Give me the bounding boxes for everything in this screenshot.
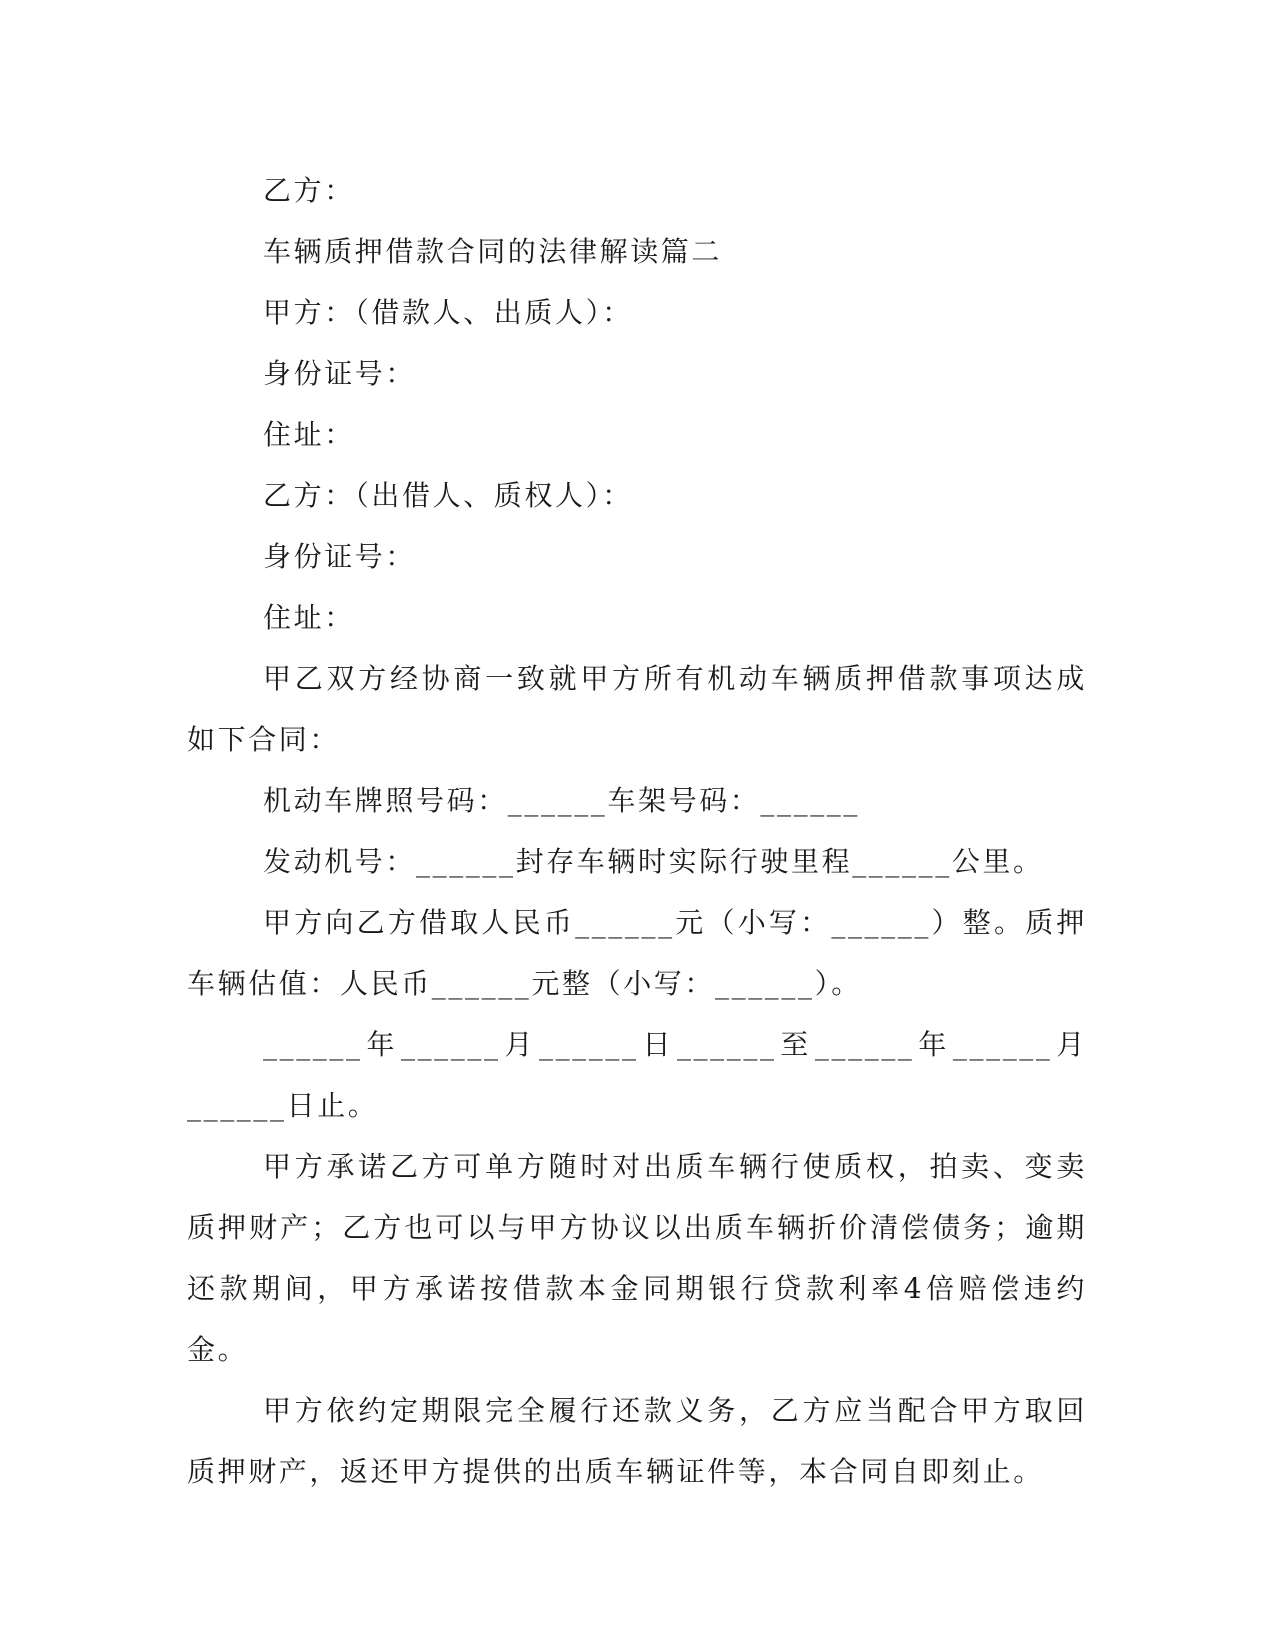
party-a-id-number: 身份证号： <box>263 357 417 390</box>
loan-term-clause: ______年______月______日______至______年______月______日止。 <box>187 1028 1087 1122</box>
pledge-rights-clause: 甲方承诺乙方可单方随时对出质车辆行使质权，拍卖、变卖质押财产；乙方也可以与甲方协议以出质车辆折价清偿债务；逾期还款期间，甲方承诺按借款本金同期银行贷款利率4倍赔偿违约金。 <box>187 1150 1087 1366</box>
party-b-label: 乙方： <box>263 174 355 207</box>
loan-amount-clause: 甲方向乙方借取人民币______元（小写：______）整。质押车辆估值：人民币______元整（小写：______）。 <box>187 906 1087 1000</box>
agreement-intro: 甲乙双方经协商一致就甲方所有机动车辆质押借款事项达成如下合同： <box>187 662 1087 756</box>
document-body <box>187 160 1087 1502</box>
repayment-clause: 甲方依约定期限完全履行还款义务，乙方应当配合甲方取回质押财产，返还甲方提供的出质车辆证件等，本合同自即刻止。 <box>187 1394 1087 1488</box>
vehicle-plate-frame: 机动车牌照号码：______车架号码：______ <box>263 784 861 817</box>
party-b-address: 住址： <box>263 601 355 634</box>
party-b-id-number: 身份证号： <box>263 540 417 573</box>
engine-mileage: 发动机号：______封存车辆时实际行驶里程______公里。 <box>263 845 1044 878</box>
party-a-heading: 甲方：（借款人、出质人）： <box>263 296 633 329</box>
party-b-heading: 乙方：（出借人、质权人）： <box>263 479 633 512</box>
party-a-address: 住址： <box>263 418 355 451</box>
section-title: 车辆质押借款合同的法律解读篇二 <box>263 235 723 268</box>
